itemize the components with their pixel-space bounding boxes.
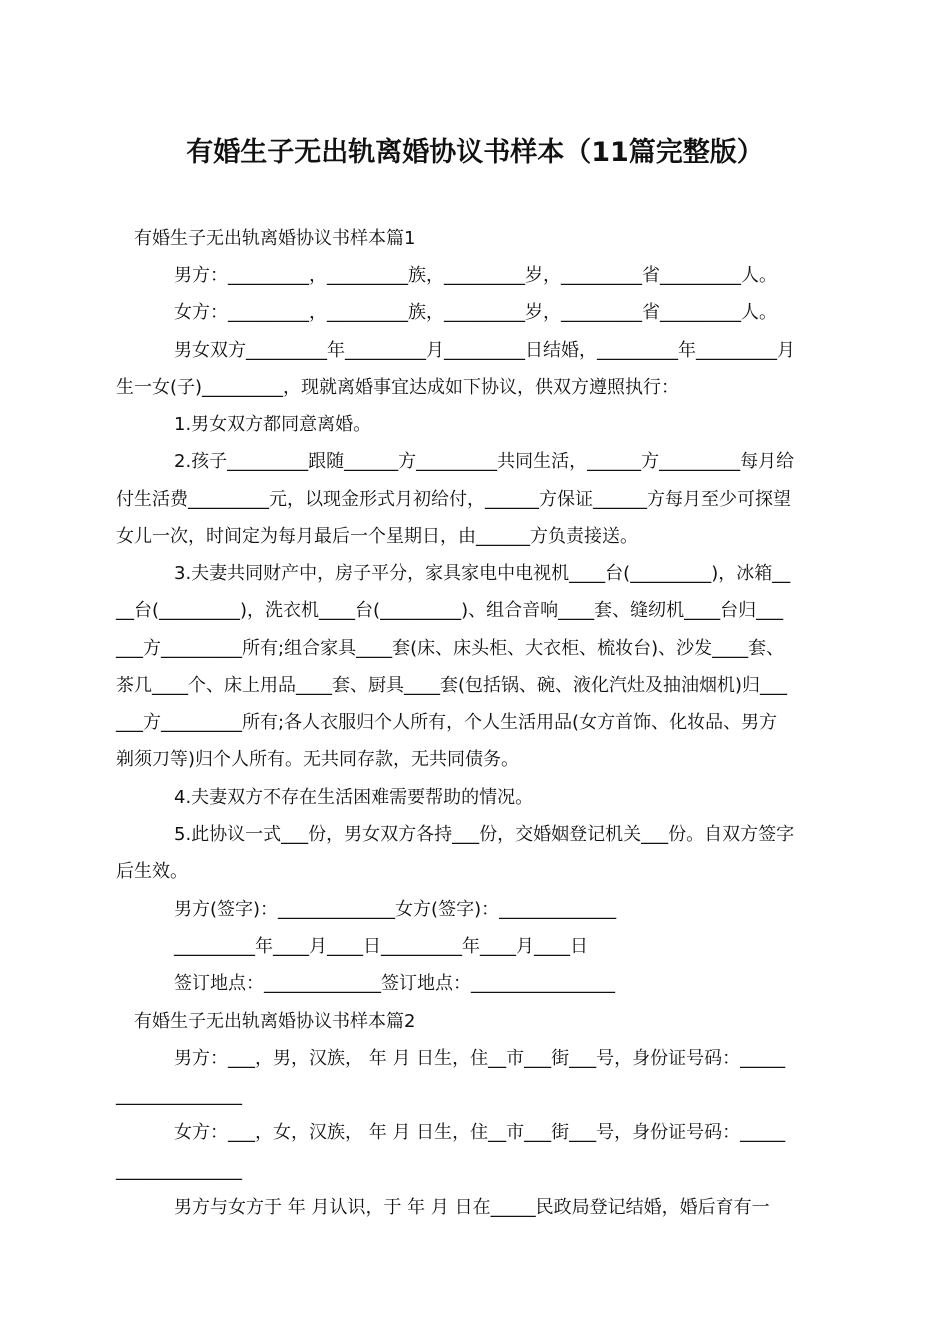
paragraph-line: ___方_________所有;组合家具____套(床、床头柜、大衣柜、梳妆台)、沙发____套、 <box>116 638 785 659</box>
paragraph-line: 后生效。 <box>116 861 188 882</box>
paragraph-line: 5.此协议一式___份，男女双方各持___份，交婚姻登记机关___份。自双方签字 <box>174 824 795 845</box>
paragraph-line: 女方：___，女，汉族， 年 月 日生，住__市___街___号，身份证号码：_____ <box>174 1122 786 1143</box>
section-heading: 有婚生子无出轨离婚协议书样本篇2 <box>134 1011 416 1032</box>
paragraph-line: 女方：_________，_________族，_________岁，_________省_________人。 <box>174 302 777 323</box>
paragraph-line: 2.孩子_________跟随______方_________共同生活，______方_________每月给 <box>174 451 795 472</box>
document-title: 有婚生子无出轨离婚协议书样本（11篇完整版） <box>186 137 764 168</box>
paragraph-line: 1.男女双方都同意离婚。 <box>174 414 372 435</box>
paragraph-line: 茶几____个、床上用品____套、厨具____套(包括锅、碗、液化汽灶及抽油烟机)归___ <box>116 675 788 696</box>
paragraph-line: 男方：_________，_________族，_________岁，_________省_________人。 <box>174 265 777 286</box>
paragraph-line: ___方_________所有;各人衣服归个人所有，个人生活用品(女方首饰、化妆品、男方 <box>116 712 778 733</box>
signature-line: 男方(签字)：_____________女方(签字)：_____________ <box>174 899 617 920</box>
section-heading: 有婚生子无出轨离婚协议书样本篇1 <box>134 228 416 249</box>
paragraph-line: 女儿一次，时间定为每月最后一个星期日，由______方负责接送。 <box>116 526 638 547</box>
paragraph-line: ______________ <box>116 1160 242 1181</box>
paragraph-line: __台(_________)，洗衣机____台(_________)、组合音响____套、缝纫机____台归___ <box>116 600 784 621</box>
paragraph-line: 男方与女方于 年 月认识，于 年 月 日在_____民政局登记结婚，婚后育有一 <box>174 1197 770 1218</box>
paragraph-line: 生一女(子)_________，现就离婚事宜达成如下协议，供双方遵照执行： <box>116 377 680 398</box>
paragraph-line: 剃须刀等)归个人所有。无共同存款，无共同债务。 <box>116 749 520 770</box>
paragraph-line: 男方：___，男，汉族， 年 月 日生，住__市___街___号，身份证号码：_____ <box>174 1048 786 1069</box>
location-line: 签订地点：_____________签订地点：________________ <box>174 973 615 994</box>
paragraph-line: 4.夫妻双方不存在生活困难需要帮助的情况。 <box>174 787 534 808</box>
date-line: _________年____月____日_________年____月____日 <box>174 936 588 957</box>
paragraph-line: ______________ <box>116 1085 242 1106</box>
paragraph-line: 3.夫妻共同财产中，房子平分，家具家电中电视机____台(_________)，冰箱__ <box>174 563 791 584</box>
paragraph-line: 付生活费_________元，以现金形式月初给付，______方保证______方每月至少可探望 <box>116 489 791 510</box>
paragraph-line: 男女双方_________年_________月_________日结婚，_________年_________月 <box>174 340 795 361</box>
